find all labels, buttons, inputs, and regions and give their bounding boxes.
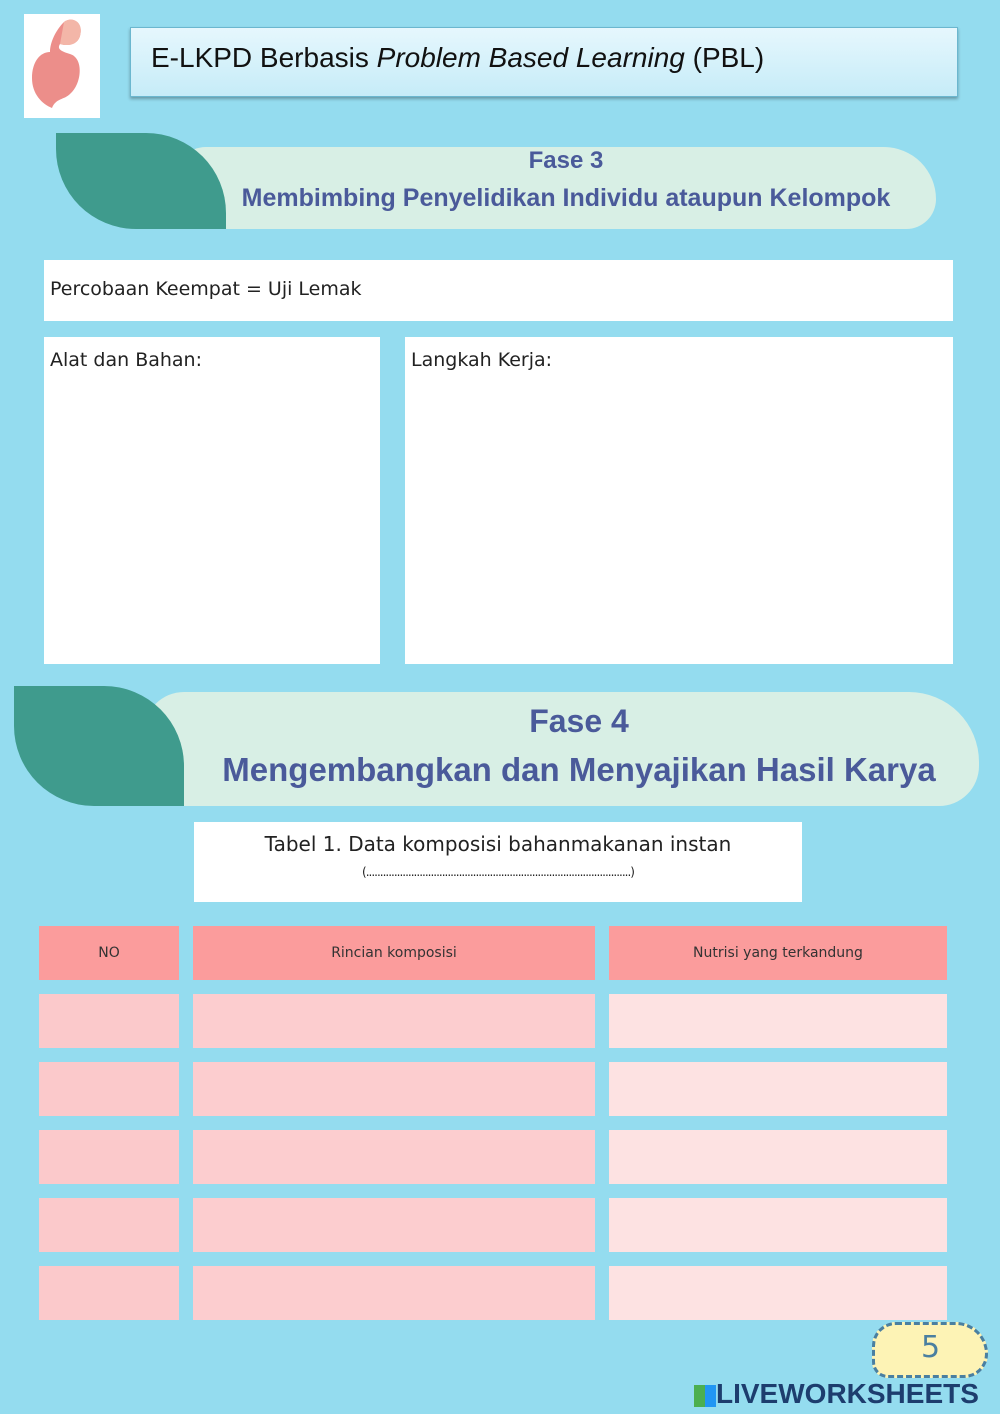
title-suffix: (PBL): [684, 42, 765, 73]
fase3-banner: [56, 133, 946, 229]
fase4-title: Fase 4: [529, 703, 629, 739]
row-nutrition-input[interactable]: [609, 994, 947, 1048]
tools-materials-input[interactable]: [44, 337, 380, 664]
table-caption: [194, 822, 802, 902]
row-no-input[interactable]: [39, 994, 179, 1048]
row-composition-input[interactable]: [193, 994, 595, 1048]
steps-label: Langkah Kerja:: [411, 349, 553, 371]
liveworksheets-logo: [694, 1378, 979, 1410]
row-composition-input[interactable]: [193, 1062, 595, 1116]
page-title: [130, 27, 958, 97]
row-nutrition-input[interactable]: [609, 1062, 947, 1116]
experiment-title: Percobaan Keempat = Uji Lemak: [50, 278, 362, 300]
brand-text: LIVEWORKSHEETS: [716, 1378, 979, 1409]
header-nutrition: Nutrisi yang terkandung: [609, 926, 947, 980]
row-nutrition-input[interactable]: [609, 1266, 947, 1320]
digestive-system-image: [24, 14, 100, 118]
fase4-banner: [14, 686, 984, 806]
page-number: 5: [921, 1330, 941, 1365]
row-nutrition-input[interactable]: [609, 1130, 947, 1184]
row-nutrition-input[interactable]: [609, 1198, 947, 1252]
row-no-input[interactable]: [39, 1266, 179, 1320]
row-no-input[interactable]: [39, 1130, 179, 1184]
page-number-bubble: [872, 1322, 988, 1378]
caption-blank: (..............................................................................................): [362, 865, 634, 879]
experiment-title-box: [44, 260, 953, 321]
caption-text: Tabel 1. Data komposisi bahanmakanan instan: [264, 832, 732, 856]
fase4-subtitle: Mengembangkan dan Menyajikan Hasil Karya: [222, 751, 936, 788]
header-no: NO: [39, 926, 179, 980]
fase3-subtitle: Membimbing Penyelidikan Individu ataupun Kelompok: [241, 184, 891, 212]
fase3-title: Fase 3: [528, 147, 604, 174]
title-italic: Problem Based Learning: [376, 42, 685, 73]
header-composition: Rincian komposisi: [193, 926, 595, 980]
work-steps-input[interactable]: [405, 337, 953, 664]
row-composition-input[interactable]: [193, 1130, 595, 1184]
tools-label: Alat dan Bahan:: [50, 349, 202, 371]
row-composition-input[interactable]: [193, 1198, 595, 1252]
row-no-input[interactable]: [39, 1062, 179, 1116]
row-no-input[interactable]: [39, 1198, 179, 1252]
row-composition-input[interactable]: [193, 1266, 595, 1320]
live-icon: [694, 1385, 716, 1407]
title-text: E-LKPD Berbasis: [151, 42, 377, 73]
